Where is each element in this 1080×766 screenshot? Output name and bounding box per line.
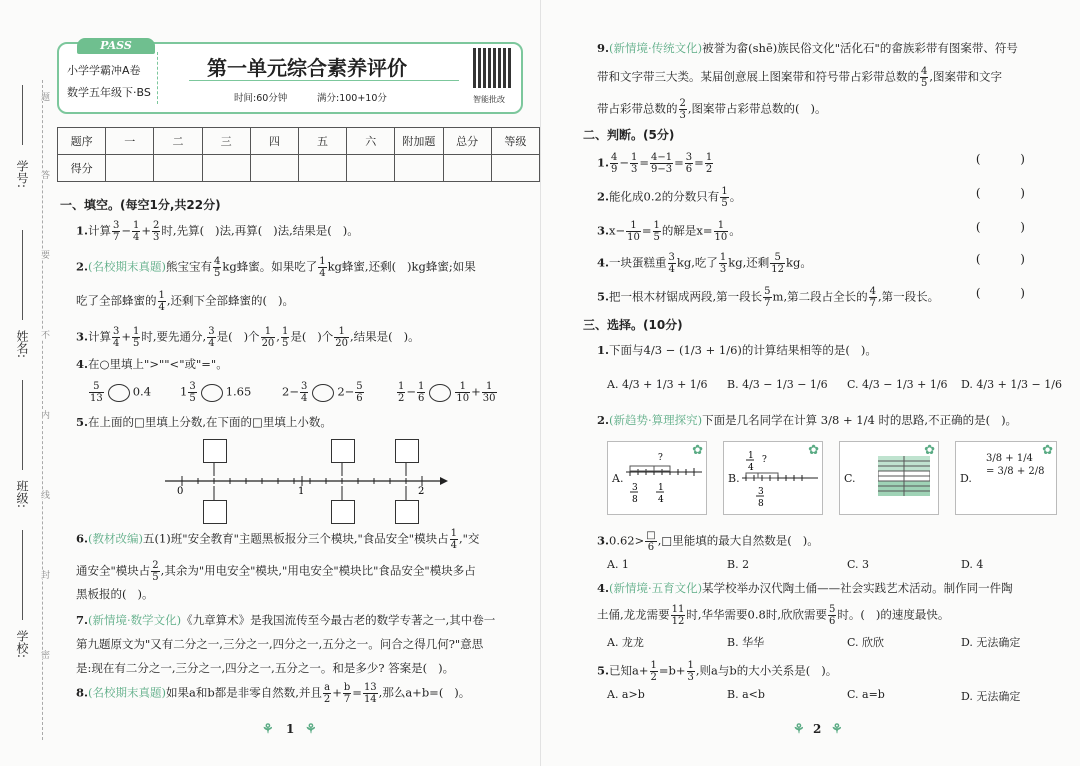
answer-box[interactable] (395, 500, 419, 524)
table-header: 二 (154, 128, 202, 155)
question-8: 8.(名校期末真题)如果a和b都是非零自然数,并且 $\frac{a}{2}$ + $\frac{b}{7}$ = $\frac{13}{14}$ ,那么a+b=( )。 (76, 682, 471, 705)
judge-2: 2.能化成0.2的分数只有 $\frac{1}{5}$ 。 (597, 186, 742, 209)
option-c[interactable]: C. 欣欣 (847, 636, 885, 649)
option-a[interactable]: A. 1 (607, 558, 629, 571)
grade-label: 数学五年级下·BS (67, 86, 151, 99)
score-cell[interactable] (443, 155, 491, 182)
answer-paren[interactable]: ( ) (975, 252, 1043, 266)
class-label: 班级: (15, 480, 29, 509)
section-judge: 二、判断。(5分) (583, 128, 675, 142)
svg-text:1: 1 (748, 451, 754, 461)
score-table (57, 127, 540, 182)
score-cell[interactable] (298, 155, 346, 182)
compare-item: $\frac{5}{13}$ 0.4 (90, 381, 152, 404)
question-6-cont: 黑板报的( )。 (76, 587, 154, 601)
question-6: 6.(教材改编)五(1)班"安全教育"主题黑板报分三个模块,"食品安全"模块占 $\frac{1}{4}$ ,"交 (76, 528, 480, 551)
choice-1: 1.下面与4/3 − (1/3 + 1/6)的计算结果相等的是( )。 (597, 343, 877, 357)
answer-paren[interactable]: ( ) (975, 286, 1043, 300)
table-header: 附加题 (395, 128, 443, 155)
seal-char: 不 (39, 330, 49, 339)
table-header: 题序 (58, 128, 106, 155)
question-2-cont: 吃了全部蜂蜜的 $\frac{1}{4}$ ,还剩下全部蜂蜜的( )。 (76, 290, 294, 313)
choice-2: 2.(新趋势·算理探究)下面是几名同学在计算 3/8 + 1/4 时的思路,不正确的是( )。 (597, 413, 1018, 427)
q-text: )。 (342, 223, 359, 238)
svg-text:?: ? (658, 453, 663, 463)
qr-code-icon[interactable] (473, 48, 513, 88)
answer-box[interactable] (203, 439, 227, 463)
choice-4: 4.(新情境·五育文化)某学校举办汉代陶土俑——社会实践艺术活动。制作同一件陶 (597, 581, 1013, 595)
row-label: 得分 (58, 155, 106, 182)
question-1: 1.计算 $\frac{3}{7}$ − $\frac{1}{4}$ + $\frac{2}{3}$ 时,先算( )法,再算( )法,结果是( )。 (76, 220, 359, 243)
seal-char: 答 (39, 170, 49, 179)
tick-label: 1 (298, 486, 305, 497)
score-cell[interactable] (250, 155, 298, 182)
score-cell[interactable] (347, 155, 395, 182)
page-number: 2 (813, 722, 822, 736)
tick-label: 2 (418, 486, 425, 497)
option-a[interactable]: A. 4/3 + 1/3 + 1/6 (607, 378, 708, 391)
compare-item: 2− $\frac{3}{4}$ 2− $\frac{5}{6}$ (282, 381, 363, 404)
judge-1: 1. $\frac{4}{9}$ − $\frac{1}{3}$ = $\frac{4-1}{9-3}$ = $\frac{3}{6}$ = $\frac{1}{2}$ (597, 152, 713, 175)
divider (157, 52, 158, 104)
palm-icon: ⚘ (305, 722, 317, 737)
student-id-label: 学号: (15, 160, 29, 189)
score-cell[interactable] (106, 155, 154, 182)
compare-item: $\frac{1}{2}$ − $\frac{1}{6}$ $\frac{1}{10}$ + $\frac{1}{30}$ (398, 381, 496, 404)
table-header: 等级 (491, 128, 539, 155)
class-line[interactable] (22, 380, 23, 470)
flower-icon: ✿ (1042, 443, 1053, 458)
option-d[interactable]: D. 无法确定 (961, 636, 1021, 649)
q-text: )法,结果是( (273, 223, 332, 238)
question-9-cont: 带占彩带总数的 $\frac{2}{3}$ ,图案带占彩带总数的( )。 (597, 98, 827, 121)
seal-char: 题 (39, 92, 49, 101)
question-7: 7.(新情境·数学文化)《九章算术》是我国流传至今最古老的数学专著之一,其中卷一 (76, 613, 496, 627)
compare-circle[interactable] (312, 384, 334, 402)
svg-text:3: 3 (632, 483, 638, 493)
option-c[interactable]: C. 3 (847, 558, 870, 571)
answer-box[interactable] (395, 439, 419, 463)
tick-label: 0 (177, 486, 184, 497)
choice-3: 3.0.62> $\frac{□}{6}$ ,□里能填的最大自然数是( )。 (597, 530, 819, 553)
section-choice: 三、选择。(10分) (583, 318, 683, 332)
fraction: $\frac{3}{7}$ (113, 220, 120, 243)
choice-4-cont: 土俑,龙龙需要 $\frac{11}{12}$ 时,华华需要0.8时,欣欣需要 $\frac{5}{6}$ 时。( )的速度最快。 (597, 604, 950, 627)
q-number: 1. (76, 223, 89, 238)
question-2: 2.(名校期末真题)熊宝宝有 $\frac{4}{5}$ kg蜂蜜。如果吃了 $\frac{1}{4}$ kg蜂蜜,还剩( )kg蜂蜜;如果 (76, 256, 476, 279)
table-header: 五 (298, 128, 346, 155)
judge-4: 4.一块蛋糕重 $\frac{3}{4}$ kg,吃了 $\frac{1}{3}$ kg,还剩 $\frac{5}{12}$ kg。 (597, 252, 812, 275)
question-4: 4.在○里填上">""<"或"="。 (76, 357, 228, 371)
palm-icon: ⚘ (793, 722, 805, 737)
seal-char: 封 (39, 570, 49, 579)
question-tag: (名校期末真题) (88, 259, 166, 274)
flower-icon: ✿ (808, 443, 819, 458)
option-c[interactable]: C. 4/3 − 1/3 + 1/6 (847, 378, 948, 391)
right-page (540, 0, 1080, 766)
seal-char: 内 (39, 410, 49, 419)
school-label: 学校: (15, 630, 29, 659)
question-5: 5.在上面的□里填上分数,在下面的□里填上小数。 (76, 415, 332, 429)
svg-text:8: 8 (758, 499, 764, 509)
pass-logo: PASS (77, 38, 155, 54)
option-d[interactable]: D. 4/3 + 1/3 − 1/6 (961, 378, 1062, 391)
school-line[interactable] (22, 530, 23, 620)
page-number: 1 (286, 722, 295, 736)
question-9: 9.(新情境·传统文化)被誉为畲(shē)族民俗文化"活化石"的畲族彩带有图案带、符号 (597, 41, 1018, 55)
seal-char: 要 (39, 250, 49, 259)
name-label: 姓名: (15, 330, 29, 359)
answer-box[interactable] (203, 500, 227, 524)
svg-text:8: 8 (632, 495, 638, 505)
option-b[interactable]: B. 华华 (727, 636, 765, 649)
q-text: 计算 (88, 223, 112, 238)
option-a[interactable]: A. a>b (607, 688, 645, 701)
question-6-cont: 通安全"模块占 $\frac{2}{5}$ ,其余为"用电安全"模块,"用电安全"模块比"食品安全"模块多占 (76, 560, 476, 583)
answer-paren[interactable]: ( ) (975, 220, 1043, 234)
svg-text:3: 3 (758, 487, 764, 497)
table-header: 四 (250, 128, 298, 155)
option-b[interactable]: B. 4/3 − 1/3 − 1/6 (727, 378, 828, 391)
judge-5: 5.把一根木材锯成两段,第一段长 $\frac{5}{7}$ m,第二段占全长的 $\frac{4}{7}$ ,第一段长。 (597, 286, 940, 309)
question-7-cont: 是:现在有二分之一,三分之一,四分之一,五分之一。和是多少? 答案是( )。 (76, 661, 455, 675)
table-header: 一 (106, 128, 154, 155)
palm-icon: ⚘ (831, 722, 843, 737)
series-name: 小学学霸冲A卷 (67, 64, 141, 77)
option-card-b[interactable]: B. 1 4 ? 3 8 ✿ (723, 441, 823, 515)
divider (189, 80, 459, 81)
fraction: $\frac{1}{4}$ (133, 220, 140, 243)
exam-header (57, 39, 523, 114)
name-line[interactable] (22, 230, 23, 320)
table-header: 六 (347, 128, 395, 155)
compare-item: 1 $\frac{3}{5}$ 1.65 (180, 381, 252, 404)
answer-box[interactable] (331, 500, 355, 524)
option-a[interactable]: A. 龙龙 (607, 636, 644, 649)
compare-circle[interactable] (429, 384, 451, 402)
option-c[interactable]: C. a=b (847, 688, 885, 701)
flower-icon: ✿ (924, 443, 935, 458)
score-cell[interactable] (491, 155, 539, 182)
question-3: 3.计算 $\frac{3}{4}$ + $\frac{1}{5}$ 时,要先通分, $\frac{3}{4}$ 是( )个 $\frac{1}{20}$ , $\frac{1}{5}$ 是( )个 $\frac{1}{20}$ ,结果是( )。 (76, 326, 420, 349)
question-7-cont: 第九题原文为"又有二分之一,三分之一,四分之一,五分之一。问合之得几何?"意思 (76, 637, 484, 651)
flower-icon: ✿ (692, 443, 703, 458)
answer-box[interactable] (331, 439, 355, 463)
id-line[interactable] (22, 85, 23, 145)
option-d[interactable]: D. 无法确定 (961, 690, 1021, 703)
section-fill-blank: 一、填空。(每空1分,共22分) (60, 198, 221, 212)
option-card-c[interactable]: C. ✿ (839, 441, 939, 515)
svg-text:?: ? (762, 455, 767, 465)
time-limit: 时间:60分钟 (234, 93, 288, 104)
score-cell[interactable] (154, 155, 202, 182)
seal-char: 密 (39, 650, 49, 659)
answer-paren[interactable]: ( ) (975, 186, 1043, 200)
table-header: 三 (202, 128, 250, 155)
question-9-cont: 带和文字带三大类。某届创意展上图案带和符号带占彩带总数的 $\frac{4}{5}$ ,图案带和文字 (597, 66, 1003, 89)
table-header: 总分 (443, 128, 491, 155)
exam-title: 第一单元综合素养评价 (207, 56, 407, 80)
option-b[interactable]: B. a<b (727, 688, 765, 701)
compare-circle[interactable] (201, 384, 223, 402)
compare-circle[interactable] (108, 384, 130, 402)
option-b[interactable]: B. 2 (727, 558, 750, 571)
svg-text:4: 4 (748, 463, 754, 473)
full-score: 满分:100+10分 (317, 93, 387, 104)
answer-paren[interactable]: ( ) (975, 152, 1043, 166)
option-card-d[interactable]: D. 3/8 + 1/4 = 3/8 + 2/8 ✿ (955, 441, 1057, 515)
choice-5: 5.已知a+ $\frac{1}{2}$ =b+ $\frac{1}{3}$ ,则a与b的大小关系是( )。 (597, 660, 838, 683)
palm-icon: ⚘ (262, 722, 274, 737)
fraction: $\frac{2}{3}$ (153, 220, 160, 243)
q-text: 时,先算( (161, 223, 205, 238)
option-card-a[interactable]: A. ? 3 8 1 4 ✿ (607, 441, 707, 515)
qr-caption: 智能批改 (473, 95, 505, 104)
option-d[interactable]: D. 4 (961, 558, 984, 571)
svg-text:1: 1 (658, 483, 664, 493)
seal-char: 线 (39, 490, 49, 499)
score-cell[interactable] (202, 155, 250, 182)
score-cell[interactable] (395, 155, 443, 182)
svg-text:4: 4 (658, 495, 664, 505)
q-text: )法,再算( (215, 223, 263, 238)
judge-3: 3.x− $\frac{1}{10}$ = $\frac{1}{5}$ 的解是x= $\frac{1}{10}$ 。 (597, 220, 741, 243)
